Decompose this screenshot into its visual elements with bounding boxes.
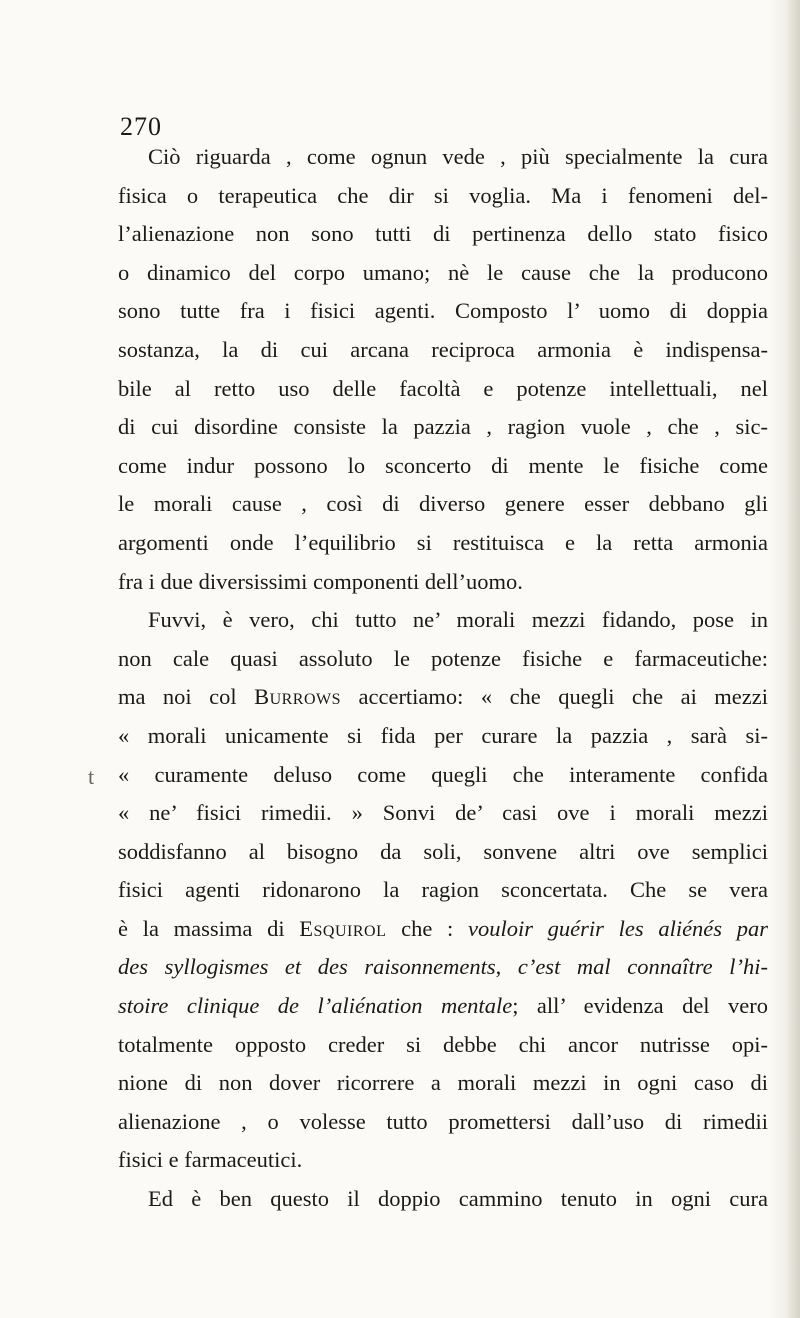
text-line [118, 138, 768, 177]
text-line [118, 871, 768, 910]
text-line [118, 447, 768, 486]
text-segment: ; all’ evidenza del vero [512, 993, 769, 1019]
text-line [118, 794, 768, 833]
text-segment: sono tutte fra i fisici agenti. Composto l’ uomo di doppia [118, 298, 768, 324]
italic-quote: des syllogismes et des raisonnements [118, 954, 496, 980]
text-segment: Fuvvi, è vero, chi tutto ne’ morali mezzi fidando, pose in [148, 607, 768, 633]
text-line [118, 370, 768, 409]
text-line [118, 640, 768, 679]
text-segment: fisici agenti ridonarono la ragion sconcertata. Che se vera [118, 877, 768, 903]
text-line [118, 678, 768, 717]
text-line [118, 910, 768, 949]
text-segment: come indur possono lo sconcerto di mente le fisiche come [118, 452, 768, 478]
text-line [118, 1141, 768, 1180]
text-line [118, 987, 768, 1026]
text-segment: non cale quasi assoluto le potenze fisiche e farmaceutiche: [118, 645, 768, 671]
text-segment: ma noi col [118, 684, 255, 710]
text-segment: fisici e farmaceutici. [118, 1147, 303, 1173]
text-line [118, 756, 768, 795]
text-segment: Ed è ben questo il doppio cammino tenuto in ogni cura [148, 1186, 768, 1212]
text-line [118, 485, 768, 524]
text-segment: che : [386, 915, 468, 941]
text-line [118, 254, 768, 293]
body-text [118, 138, 768, 1219]
italic-quote: vouloir guérir les aliénés par [467, 915, 769, 941]
text-segment: l’alienazione non sono tutti di pertinenza dello stato fisico [118, 221, 768, 247]
text-segment: le morali cause , così di diverso genere esser debbano gli [118, 491, 768, 517]
text-line [118, 717, 768, 756]
text-line [118, 563, 768, 602]
text-line [118, 948, 768, 987]
text-line [118, 177, 768, 216]
text-line [118, 833, 768, 872]
italic-quote: stoire clinique de l’aliénation mentale [118, 993, 513, 1019]
text-segment: soddisfanno al bisogno da soli, sonvene altri ove semplici [118, 838, 768, 864]
text-segment: , [495, 954, 518, 980]
page-number: 270 [120, 112, 162, 141]
text-segment: « curamente deluso come quegli che interamente confida [118, 761, 768, 787]
text-segment: di cui disordine consiste la pazzia , ragion vuole , che , sic- [118, 414, 768, 440]
text-line [118, 215, 768, 254]
text-line [118, 292, 768, 331]
text-line [118, 1026, 768, 1065]
text-line [118, 601, 768, 640]
margin-mark: t [88, 764, 95, 789]
text-segment: accertiamo: « che quegli che ai mezzi [341, 684, 768, 710]
text-segment: Ciò riguarda , come ognun vede , più specialmente la cura [148, 144, 768, 169]
text-segment: bile al retto uso delle facoltà e potenze intellettuali, nel [118, 375, 768, 401]
text-line [118, 1180, 768, 1219]
text-segment: alienazione , o volesse tutto promettersi dall’uso di rimedii [118, 1108, 768, 1134]
small-caps-name: Burrows [254, 684, 342, 710]
text-line [118, 331, 768, 370]
text-segment: « morali unicamente si fida per curare la pazzia , sarà si- [118, 722, 768, 748]
text-segment: sostanza, la di cui arcana reciproca armonia è indispensa- [118, 336, 768, 362]
text-segment: argomenti onde l’equilibrio si restituisca e la retta armonia [118, 529, 768, 555]
text-line [118, 408, 768, 447]
text-segment: nione di non dover ricorrere a morali mezzi in ogni caso di [118, 1070, 768, 1096]
text-segment: totalmente opposto creder si debbe chi ancor nutrisse opi- [118, 1031, 768, 1057]
italic-quote: c’est mal connaître l’hi- [517, 954, 769, 980]
text-line [118, 1064, 768, 1103]
text-segment: fisica o terapeutica che dir si voglia. Ma i fenomeni del- [118, 182, 768, 208]
text-segment: è la massima di [118, 915, 300, 941]
text-segment: fra i due diversissimi componenti dell’uomo. [118, 568, 523, 594]
small-caps-name: Esquirol [299, 915, 387, 941]
text-segment: « ne’ fisici rimedii. » Sonvi de’ casi ove i morali mezzi [118, 800, 768, 826]
text-line [118, 1103, 768, 1142]
page-edge-shadow [786, 0, 800, 1318]
text-segment: o dinamico del corpo umano; nè le cause che la producono [118, 259, 768, 285]
text-line [118, 524, 768, 563]
